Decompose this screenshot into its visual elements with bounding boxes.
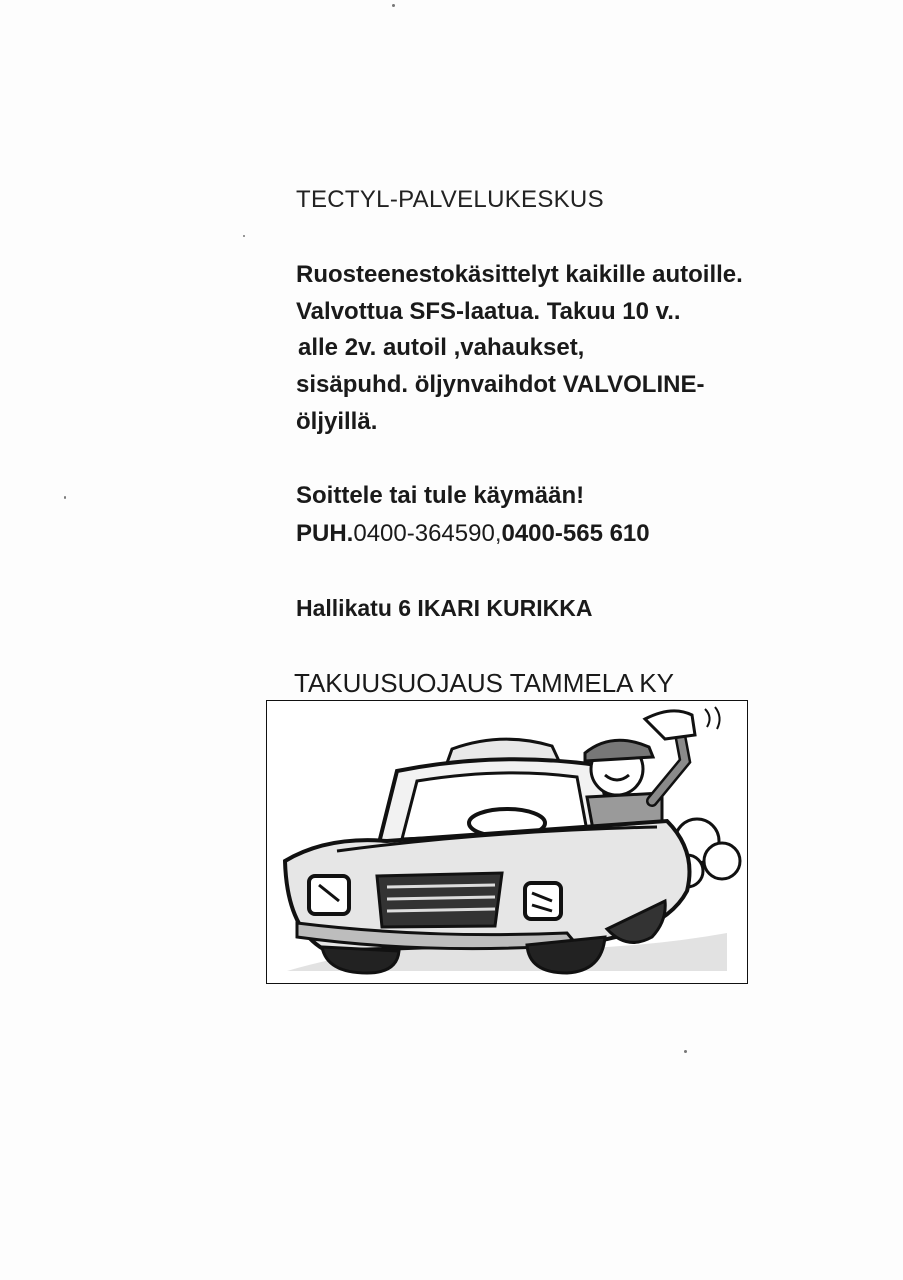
company-name: TAKUUSUOJAUS TAMMELA KY [294, 668, 674, 698]
paper-speck [392, 4, 395, 7]
call-to-action: Soittele tai tule käymään! [296, 482, 585, 509]
phone-number-2: 0400-565 610 [501, 520, 650, 547]
paper-speck [243, 235, 245, 237]
paper-speck [684, 1050, 687, 1053]
phone-label: PUH. [296, 520, 354, 547]
address: Hallikatu 6 IKARI KURIKKA [296, 595, 593, 621]
paper-speck [64, 496, 66, 499]
page-title: TECTYL-PALVELUKESKUS [296, 186, 604, 213]
body-line-1: Ruosteenestokäsittelyt kaikille autoille. [296, 261, 743, 288]
body-line-5: öljyillä. [296, 408, 378, 435]
body-line-3: alle 2v. autoil ,vahaukset, [298, 334, 585, 361]
body-line-4: sisäpuhd. öljynvaihdot VALVOLINE- [296, 371, 705, 398]
body-line-2: Valvottua SFS-laatua. Takuu 10 v.. [296, 298, 681, 325]
cartoon-car-driver-waving-icon [267, 701, 748, 984]
phone-number-1: 0400-364590 [353, 520, 495, 547]
phone-separator: , [494, 520, 502, 547]
phone-line [296, 520, 650, 548]
car-illustration-frame [266, 700, 748, 984]
